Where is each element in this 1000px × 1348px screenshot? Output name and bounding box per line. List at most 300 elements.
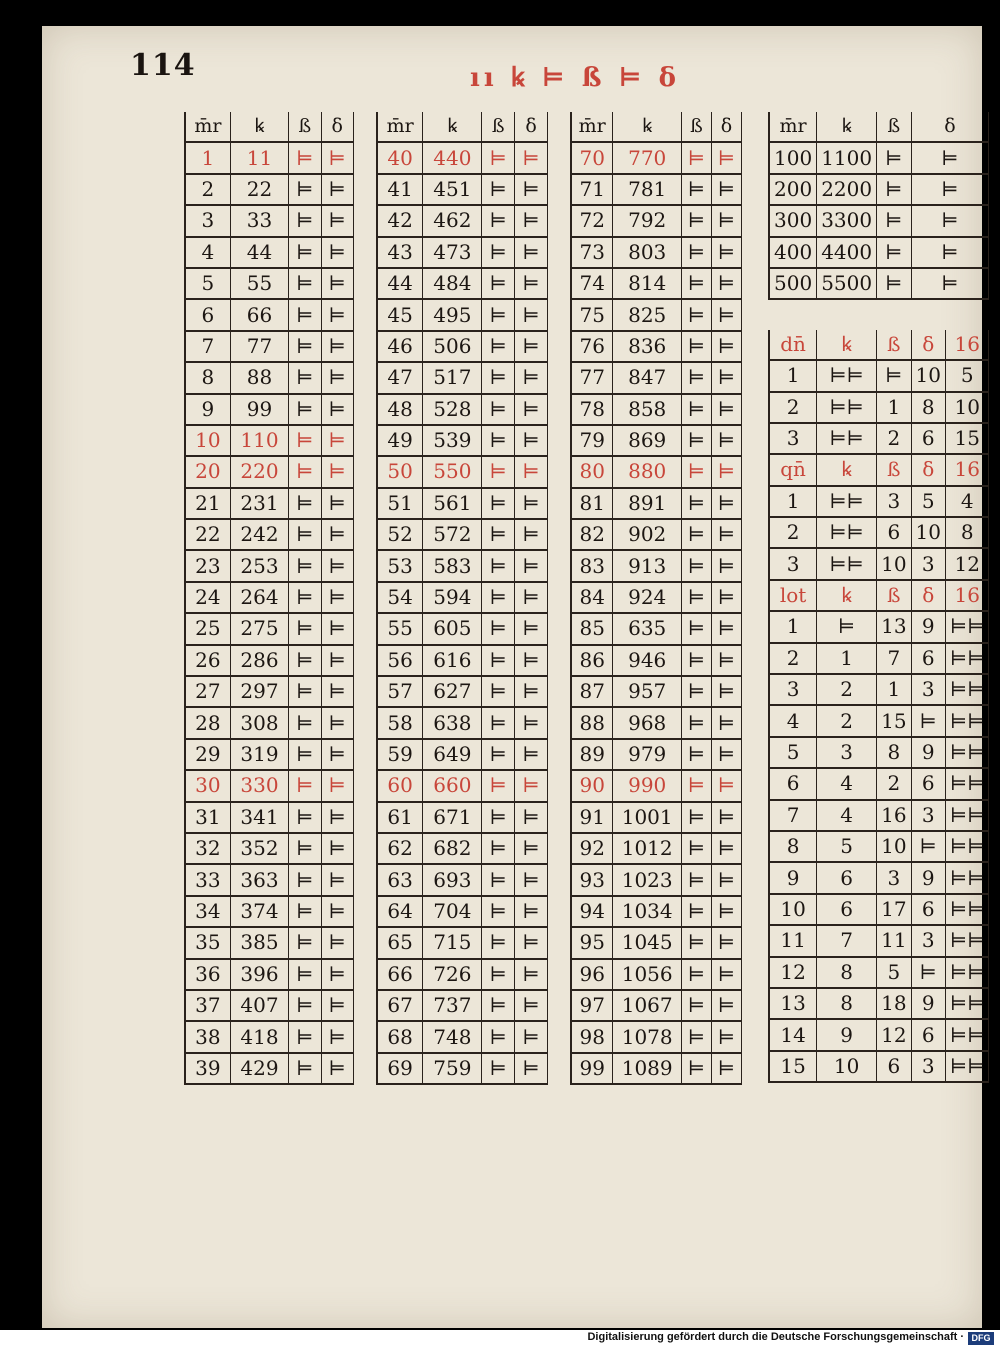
table-cell: 528 bbox=[423, 394, 482, 425]
table-row bbox=[185, 237, 354, 268]
table-cell: ⊨ bbox=[321, 142, 353, 173]
table-cell: 81 bbox=[571, 488, 613, 519]
table-cell: ⊨ bbox=[289, 864, 321, 895]
table-cell: 825 bbox=[613, 299, 682, 330]
table-cell: 72 bbox=[571, 205, 613, 236]
table-cell: 880 bbox=[613, 456, 682, 487]
table-cell: ⊨ bbox=[877, 142, 911, 173]
table-cell: ⊨ bbox=[515, 645, 548, 676]
table-cell: 34 bbox=[185, 896, 230, 927]
table-cell: ⊨ bbox=[681, 205, 711, 236]
table-cell: 56 bbox=[377, 645, 423, 676]
table-row bbox=[377, 550, 548, 581]
table-cell: ⊨ bbox=[911, 174, 989, 205]
table-cell: 561 bbox=[423, 488, 482, 519]
table-cell: 13 bbox=[769, 988, 817, 1019]
table-cell: ⊨ bbox=[289, 990, 321, 1021]
table-row bbox=[185, 331, 354, 362]
table-cell: ⊨ bbox=[711, 268, 741, 299]
table-cell: ⊨ bbox=[321, 802, 353, 833]
table-cell: 8 bbox=[877, 737, 911, 768]
table-cell: ⊨ bbox=[321, 864, 353, 895]
table-cell: 6 bbox=[877, 517, 911, 548]
table-cell: 400 bbox=[769, 237, 817, 268]
table-cell: ⊨ bbox=[711, 331, 741, 362]
table-cell: 10 bbox=[877, 548, 911, 579]
table-cell: ⊨ bbox=[681, 613, 711, 644]
table-cell: ⊨ bbox=[681, 394, 711, 425]
table-cell: ⊨ bbox=[711, 1053, 741, 1084]
table-row bbox=[769, 674, 989, 705]
table-cell: 2200 bbox=[817, 174, 877, 205]
table-cell: ꝃ bbox=[817, 330, 877, 360]
table-row bbox=[185, 1053, 354, 1084]
table-row bbox=[185, 456, 354, 487]
table-cell: ⊨ bbox=[711, 864, 741, 895]
table-cell: 319 bbox=[230, 739, 288, 770]
table-row bbox=[571, 990, 742, 1021]
table-cell: ⊨ bbox=[515, 833, 548, 864]
table-cell: ⊨ bbox=[515, 205, 548, 236]
table-row bbox=[571, 833, 742, 864]
table-cell: 46 bbox=[377, 331, 423, 362]
table-cell: ⊨ bbox=[482, 582, 515, 613]
table-row bbox=[571, 707, 742, 738]
table-cell: 11 bbox=[230, 142, 288, 173]
table-row bbox=[377, 299, 548, 330]
table-cell: 68 bbox=[377, 1021, 423, 1052]
table-cell: ⊨ bbox=[482, 676, 515, 707]
table-cell: ⊨ bbox=[515, 425, 548, 456]
table-cell: 80 bbox=[571, 456, 613, 487]
table-cell: ⊨ bbox=[289, 833, 321, 864]
table-cell: 16 bbox=[946, 580, 989, 611]
table-cell: 2 bbox=[769, 643, 817, 674]
table-cell: ⊨ bbox=[515, 676, 548, 707]
table-row bbox=[769, 174, 989, 205]
table-cell: 407 bbox=[230, 990, 288, 1021]
table-row bbox=[769, 643, 989, 674]
table-cell: 792 bbox=[613, 205, 682, 236]
table-cell: 3 bbox=[769, 674, 817, 705]
table-cell: 869 bbox=[613, 425, 682, 456]
table-cell: 242 bbox=[230, 519, 288, 550]
table-cell: 9 bbox=[817, 1019, 877, 1050]
table-cell: 38 bbox=[185, 1021, 230, 1052]
table-cell: 3 bbox=[817, 737, 877, 768]
table-cell: 635 bbox=[613, 613, 682, 644]
table-cell: ⊨⊨ bbox=[817, 392, 877, 423]
table-cell: ⊨ bbox=[681, 519, 711, 550]
table-cell: ⊨ bbox=[711, 174, 741, 205]
table-cell: ⊨ bbox=[321, 362, 353, 393]
table-cell: 36 bbox=[185, 959, 230, 990]
table-cell: 440 bbox=[423, 142, 482, 173]
table-row bbox=[571, 394, 742, 425]
table-cell: 1045 bbox=[613, 927, 682, 958]
table-cell: 605 bbox=[423, 613, 482, 644]
table-cell: ⊨ bbox=[515, 362, 548, 393]
table-cell: ⊨ bbox=[321, 205, 353, 236]
conversion-table-4 bbox=[768, 112, 989, 1083]
table-cell: ⊨⊨ bbox=[946, 988, 989, 1019]
table-cell: 847 bbox=[613, 362, 682, 393]
table-cell: 1067 bbox=[613, 990, 682, 1021]
table-cell: ⊨ bbox=[482, 205, 515, 236]
table-cell: 9 bbox=[911, 737, 945, 768]
table-cell: ⊨ bbox=[289, 896, 321, 927]
table-cell: ⊨ bbox=[515, 990, 548, 1021]
table-row bbox=[769, 705, 989, 736]
table-cell: 9 bbox=[769, 862, 817, 893]
table-cell: ⊨ bbox=[482, 613, 515, 644]
table-cell: 6 bbox=[817, 894, 877, 925]
table-cell: 385 bbox=[230, 927, 288, 958]
table-cell: 26 bbox=[185, 645, 230, 676]
table-cell: 300 bbox=[769, 205, 817, 236]
table-cell: ⊨ bbox=[711, 802, 741, 833]
table-row bbox=[185, 268, 354, 299]
table-cell: ⊨ bbox=[711, 707, 741, 738]
table-cell: ⊨ bbox=[289, 802, 321, 833]
table-cell: ß bbox=[877, 454, 911, 485]
table-cell: ⊨ bbox=[711, 519, 741, 550]
table-cell: 94 bbox=[571, 896, 613, 927]
table-cell: 67 bbox=[377, 990, 423, 1021]
table-cell: ⊨ bbox=[321, 896, 353, 927]
table-row bbox=[571, 519, 742, 550]
table-cell: 9 bbox=[911, 988, 945, 1019]
table-row bbox=[571, 802, 742, 833]
dfg-logo: DFG bbox=[968, 1332, 994, 1345]
table-row bbox=[769, 392, 989, 423]
table-cell: ⊨ bbox=[482, 896, 515, 927]
table-cell: 1012 bbox=[613, 833, 682, 864]
table-cell: 6 bbox=[911, 643, 945, 674]
table-row bbox=[185, 425, 354, 456]
table-cell: ⊨ bbox=[289, 456, 321, 487]
table-cell: ⊨ bbox=[321, 394, 353, 425]
table-cell: ⊨ bbox=[289, 237, 321, 268]
table-cell: ⊨ bbox=[877, 360, 911, 391]
column-header: ß bbox=[289, 112, 321, 142]
table-cell: 63 bbox=[377, 864, 423, 895]
table-cell: 6 bbox=[911, 768, 945, 799]
table-cell: 75 bbox=[571, 299, 613, 330]
table-row bbox=[377, 456, 548, 487]
table-cell: 462 bbox=[423, 205, 482, 236]
table-cell: ⊨ bbox=[321, 1053, 353, 1084]
table-row bbox=[377, 770, 548, 801]
table-cell: ⊨ bbox=[321, 268, 353, 299]
table-cell: ⊨ bbox=[877, 237, 911, 268]
table-cell: ⊨ bbox=[681, 550, 711, 581]
table-cell: ⊨ bbox=[711, 488, 741, 519]
table-cell: ⊨ bbox=[289, 331, 321, 362]
table-cell: 110 bbox=[230, 425, 288, 456]
table-cell: ⊨ bbox=[482, 990, 515, 1021]
table-row bbox=[769, 423, 989, 454]
table-cell: 54 bbox=[377, 582, 423, 613]
table-cell: ⊨ bbox=[482, 739, 515, 770]
table-cell: 5500 bbox=[817, 268, 877, 299]
table-cell: ⊨ bbox=[681, 645, 711, 676]
table-row bbox=[377, 1021, 548, 1052]
table-header-row bbox=[377, 112, 548, 142]
table-cell: 979 bbox=[613, 739, 682, 770]
page-number: 114 bbox=[130, 48, 196, 83]
table-cell: 86 bbox=[571, 645, 613, 676]
column-header: ꝃ bbox=[423, 112, 482, 142]
table-cell: ⊨ bbox=[711, 613, 741, 644]
table-cell: 70 bbox=[571, 142, 613, 173]
table-cell: 87 bbox=[571, 676, 613, 707]
table-row bbox=[571, 896, 742, 927]
table-row bbox=[769, 486, 989, 517]
table-cell: 49 bbox=[377, 425, 423, 456]
table-cell: 69 bbox=[377, 1053, 423, 1084]
table-cell: ⊨ bbox=[289, 613, 321, 644]
table-cell: ⊨ bbox=[289, 205, 321, 236]
table-cell: 50 bbox=[377, 456, 423, 487]
table-cell: ⊨ bbox=[515, 707, 548, 738]
table-row bbox=[571, 959, 742, 990]
table-cell: 47 bbox=[377, 362, 423, 393]
table-cell: ⊨ bbox=[515, 739, 548, 770]
table-cell: 484 bbox=[423, 268, 482, 299]
table-cell: ⊨ bbox=[482, 268, 515, 299]
table-cell: 308 bbox=[230, 707, 288, 738]
table-cell: ⊨ bbox=[321, 456, 353, 487]
column-header: m̄r bbox=[571, 112, 613, 142]
table-cell: ⊨ bbox=[321, 613, 353, 644]
table-cell: 1023 bbox=[613, 864, 682, 895]
table-cell: 51 bbox=[377, 488, 423, 519]
table-cell: ⊨ bbox=[681, 425, 711, 456]
table-cell: 1 bbox=[769, 360, 817, 391]
table-cell: 539 bbox=[423, 425, 482, 456]
table-cell: 286 bbox=[230, 645, 288, 676]
table-row bbox=[185, 802, 354, 833]
table-cell: 517 bbox=[423, 362, 482, 393]
table-cell: 52 bbox=[377, 519, 423, 550]
table-cell: ⊨⊨ bbox=[817, 548, 877, 579]
table-cell: ⊨ bbox=[515, 456, 548, 487]
table-cell: 15 bbox=[877, 705, 911, 736]
table-row bbox=[571, 331, 742, 362]
table-cell: ⊨ bbox=[515, 864, 548, 895]
table-cell: 9 bbox=[185, 394, 230, 425]
column-header: ß bbox=[877, 112, 911, 142]
table-cell: ⊨ bbox=[482, 1021, 515, 1052]
table-row bbox=[769, 768, 989, 799]
column-header: ꝃ bbox=[817, 112, 877, 142]
table-cell: ⊨⊨ bbox=[946, 1019, 989, 1050]
table-cell: 500 bbox=[769, 268, 817, 299]
table-cell: 7 bbox=[817, 925, 877, 956]
table-cell: 1 bbox=[769, 611, 817, 642]
table-cell: 3 bbox=[185, 205, 230, 236]
table-cell: ⊨ bbox=[321, 990, 353, 1021]
table-row bbox=[377, 142, 548, 173]
table-cell: 924 bbox=[613, 582, 682, 613]
table-cell: ⊨ bbox=[681, 1021, 711, 1052]
table-cell: 5 bbox=[817, 831, 877, 862]
table-cell: ⊨ bbox=[681, 1053, 711, 1084]
table-row bbox=[377, 707, 548, 738]
table-cell: ⊨ bbox=[711, 1021, 741, 1052]
table-row bbox=[377, 990, 548, 1021]
table-cell: 726 bbox=[423, 959, 482, 990]
table-cell: ⊨ bbox=[482, 927, 515, 958]
table-cell: 44 bbox=[377, 268, 423, 299]
table-cell: lot bbox=[769, 580, 817, 611]
footer-credit: Digitalisierung gefördert durch die Deutsche Forschungsgemeinschaft · bbox=[587, 1331, 964, 1343]
table-cell: 660 bbox=[423, 770, 482, 801]
table-row bbox=[571, 362, 742, 393]
conversion-table-2 bbox=[376, 112, 548, 1085]
table-row bbox=[377, 268, 548, 299]
table-cell: 3 bbox=[877, 862, 911, 893]
table-cell: ⊨ bbox=[321, 1021, 353, 1052]
table-cell: 759 bbox=[423, 1053, 482, 1084]
table-cell: 374 bbox=[230, 896, 288, 927]
table-cell: 297 bbox=[230, 676, 288, 707]
table-cell: 9 bbox=[911, 862, 945, 893]
table-cell: 5 bbox=[877, 957, 911, 988]
table-cell: ⊨ bbox=[911, 205, 989, 236]
table-cell: 40 bbox=[377, 142, 423, 173]
table-cell: ⊨⊨ bbox=[817, 360, 877, 391]
table-cell: ⊨ bbox=[681, 456, 711, 487]
table-row bbox=[377, 645, 548, 676]
table-row bbox=[377, 582, 548, 613]
table-cell: ⊨ bbox=[289, 770, 321, 801]
table-cell: ⊨ bbox=[515, 394, 548, 425]
column-header: ß bbox=[681, 112, 711, 142]
table-row bbox=[185, 1021, 354, 1052]
table-cell: 45 bbox=[377, 299, 423, 330]
table-cell: ⊨ bbox=[711, 299, 741, 330]
table-cell: 9 bbox=[911, 611, 945, 642]
table-cell: 3 bbox=[911, 674, 945, 705]
table-cell: ⊨ bbox=[482, 425, 515, 456]
table-cell: 2 bbox=[817, 705, 877, 736]
table-cell: ⊨ bbox=[711, 990, 741, 1021]
table-cell: 495 bbox=[423, 299, 482, 330]
table-cell: ⊨ bbox=[289, 645, 321, 676]
table-cell: 1100 bbox=[817, 142, 877, 173]
table-cell: 451 bbox=[423, 174, 482, 205]
table-row bbox=[769, 925, 989, 956]
table-cell: ⊨ bbox=[482, 864, 515, 895]
table-cell: 66 bbox=[377, 959, 423, 990]
table-row bbox=[185, 707, 354, 738]
table-cell: 1 bbox=[185, 142, 230, 173]
table-cell: ⊨ bbox=[515, 927, 548, 958]
table-cell: 28 bbox=[185, 707, 230, 738]
table-cell: 8 bbox=[911, 392, 945, 423]
table-cell: 29 bbox=[185, 739, 230, 770]
table-cell: 84 bbox=[571, 582, 613, 613]
table-cell: ⊨⊨ bbox=[946, 768, 989, 799]
table-row bbox=[377, 425, 548, 456]
table-cell: 3 bbox=[769, 548, 817, 579]
table-cell: qn̄ bbox=[769, 454, 817, 485]
table-cell: 16 bbox=[877, 800, 911, 831]
table-cell: ⊨⊨ bbox=[817, 423, 877, 454]
table-row bbox=[571, 550, 742, 581]
table-row bbox=[769, 517, 989, 548]
table-row bbox=[769, 831, 989, 862]
table-row bbox=[769, 205, 989, 236]
table-cell: ⊨ bbox=[289, 676, 321, 707]
table-cell: 99 bbox=[230, 394, 288, 425]
table-cell: 649 bbox=[423, 739, 482, 770]
table-cell: 4 bbox=[817, 768, 877, 799]
table-cell: 583 bbox=[423, 550, 482, 581]
table-cell: ⊨⊨ bbox=[946, 925, 989, 956]
table-cell: 58 bbox=[377, 707, 423, 738]
table-cell: 15 bbox=[946, 423, 989, 454]
table-cell: 2 bbox=[877, 768, 911, 799]
table-cell: ⊨ bbox=[289, 425, 321, 456]
table-cell: ⊨ bbox=[711, 582, 741, 613]
table-row bbox=[377, 802, 548, 833]
table-cell: ⊨ bbox=[711, 362, 741, 393]
table-cell: 6 bbox=[817, 862, 877, 893]
table-cell: ⊨ bbox=[711, 425, 741, 456]
table-cell: 253 bbox=[230, 550, 288, 581]
table-cell: 330 bbox=[230, 770, 288, 801]
table-cell: ⊨ bbox=[482, 237, 515, 268]
table-cell: 41 bbox=[377, 174, 423, 205]
table-cell: 61 bbox=[377, 802, 423, 833]
table-cell: 95 bbox=[571, 927, 613, 958]
table-cell: 57 bbox=[377, 676, 423, 707]
table-cell: 17 bbox=[877, 894, 911, 925]
table-row bbox=[185, 613, 354, 644]
table-cell: ⊨⊨ bbox=[946, 831, 989, 862]
table-cell: ⊨ bbox=[681, 990, 711, 1021]
table-cell: ⊨⊨ bbox=[946, 894, 989, 925]
table-cell: 7 bbox=[877, 643, 911, 674]
table-cell: ⊨ bbox=[711, 456, 741, 487]
table-cell: 6 bbox=[877, 1051, 911, 1082]
table-row bbox=[769, 862, 989, 893]
table-cell: ⊨ bbox=[289, 174, 321, 205]
table-cell: 770 bbox=[613, 142, 682, 173]
table-cell: ⊨ bbox=[681, 896, 711, 927]
column-header: ẟ bbox=[711, 112, 741, 142]
table-cell: ⊨ bbox=[482, 707, 515, 738]
table-cell: ⊨ bbox=[711, 237, 741, 268]
table-cell: ⊨ bbox=[911, 237, 989, 268]
table-cell: ⊨ bbox=[482, 394, 515, 425]
spacer-row bbox=[769, 299, 989, 329]
table-cell: 2 bbox=[185, 174, 230, 205]
table-cell: 93 bbox=[571, 864, 613, 895]
table-cell: 25 bbox=[185, 613, 230, 644]
table-cell: ⊨ bbox=[515, 174, 548, 205]
table-cell: 64 bbox=[377, 896, 423, 927]
table-cell: ⊨ bbox=[321, 174, 353, 205]
table-cell: 968 bbox=[613, 707, 682, 738]
table-cell: ⊨ bbox=[482, 456, 515, 487]
table-row bbox=[571, 299, 742, 330]
table-cell: ⊨ bbox=[711, 645, 741, 676]
table-row bbox=[377, 833, 548, 864]
